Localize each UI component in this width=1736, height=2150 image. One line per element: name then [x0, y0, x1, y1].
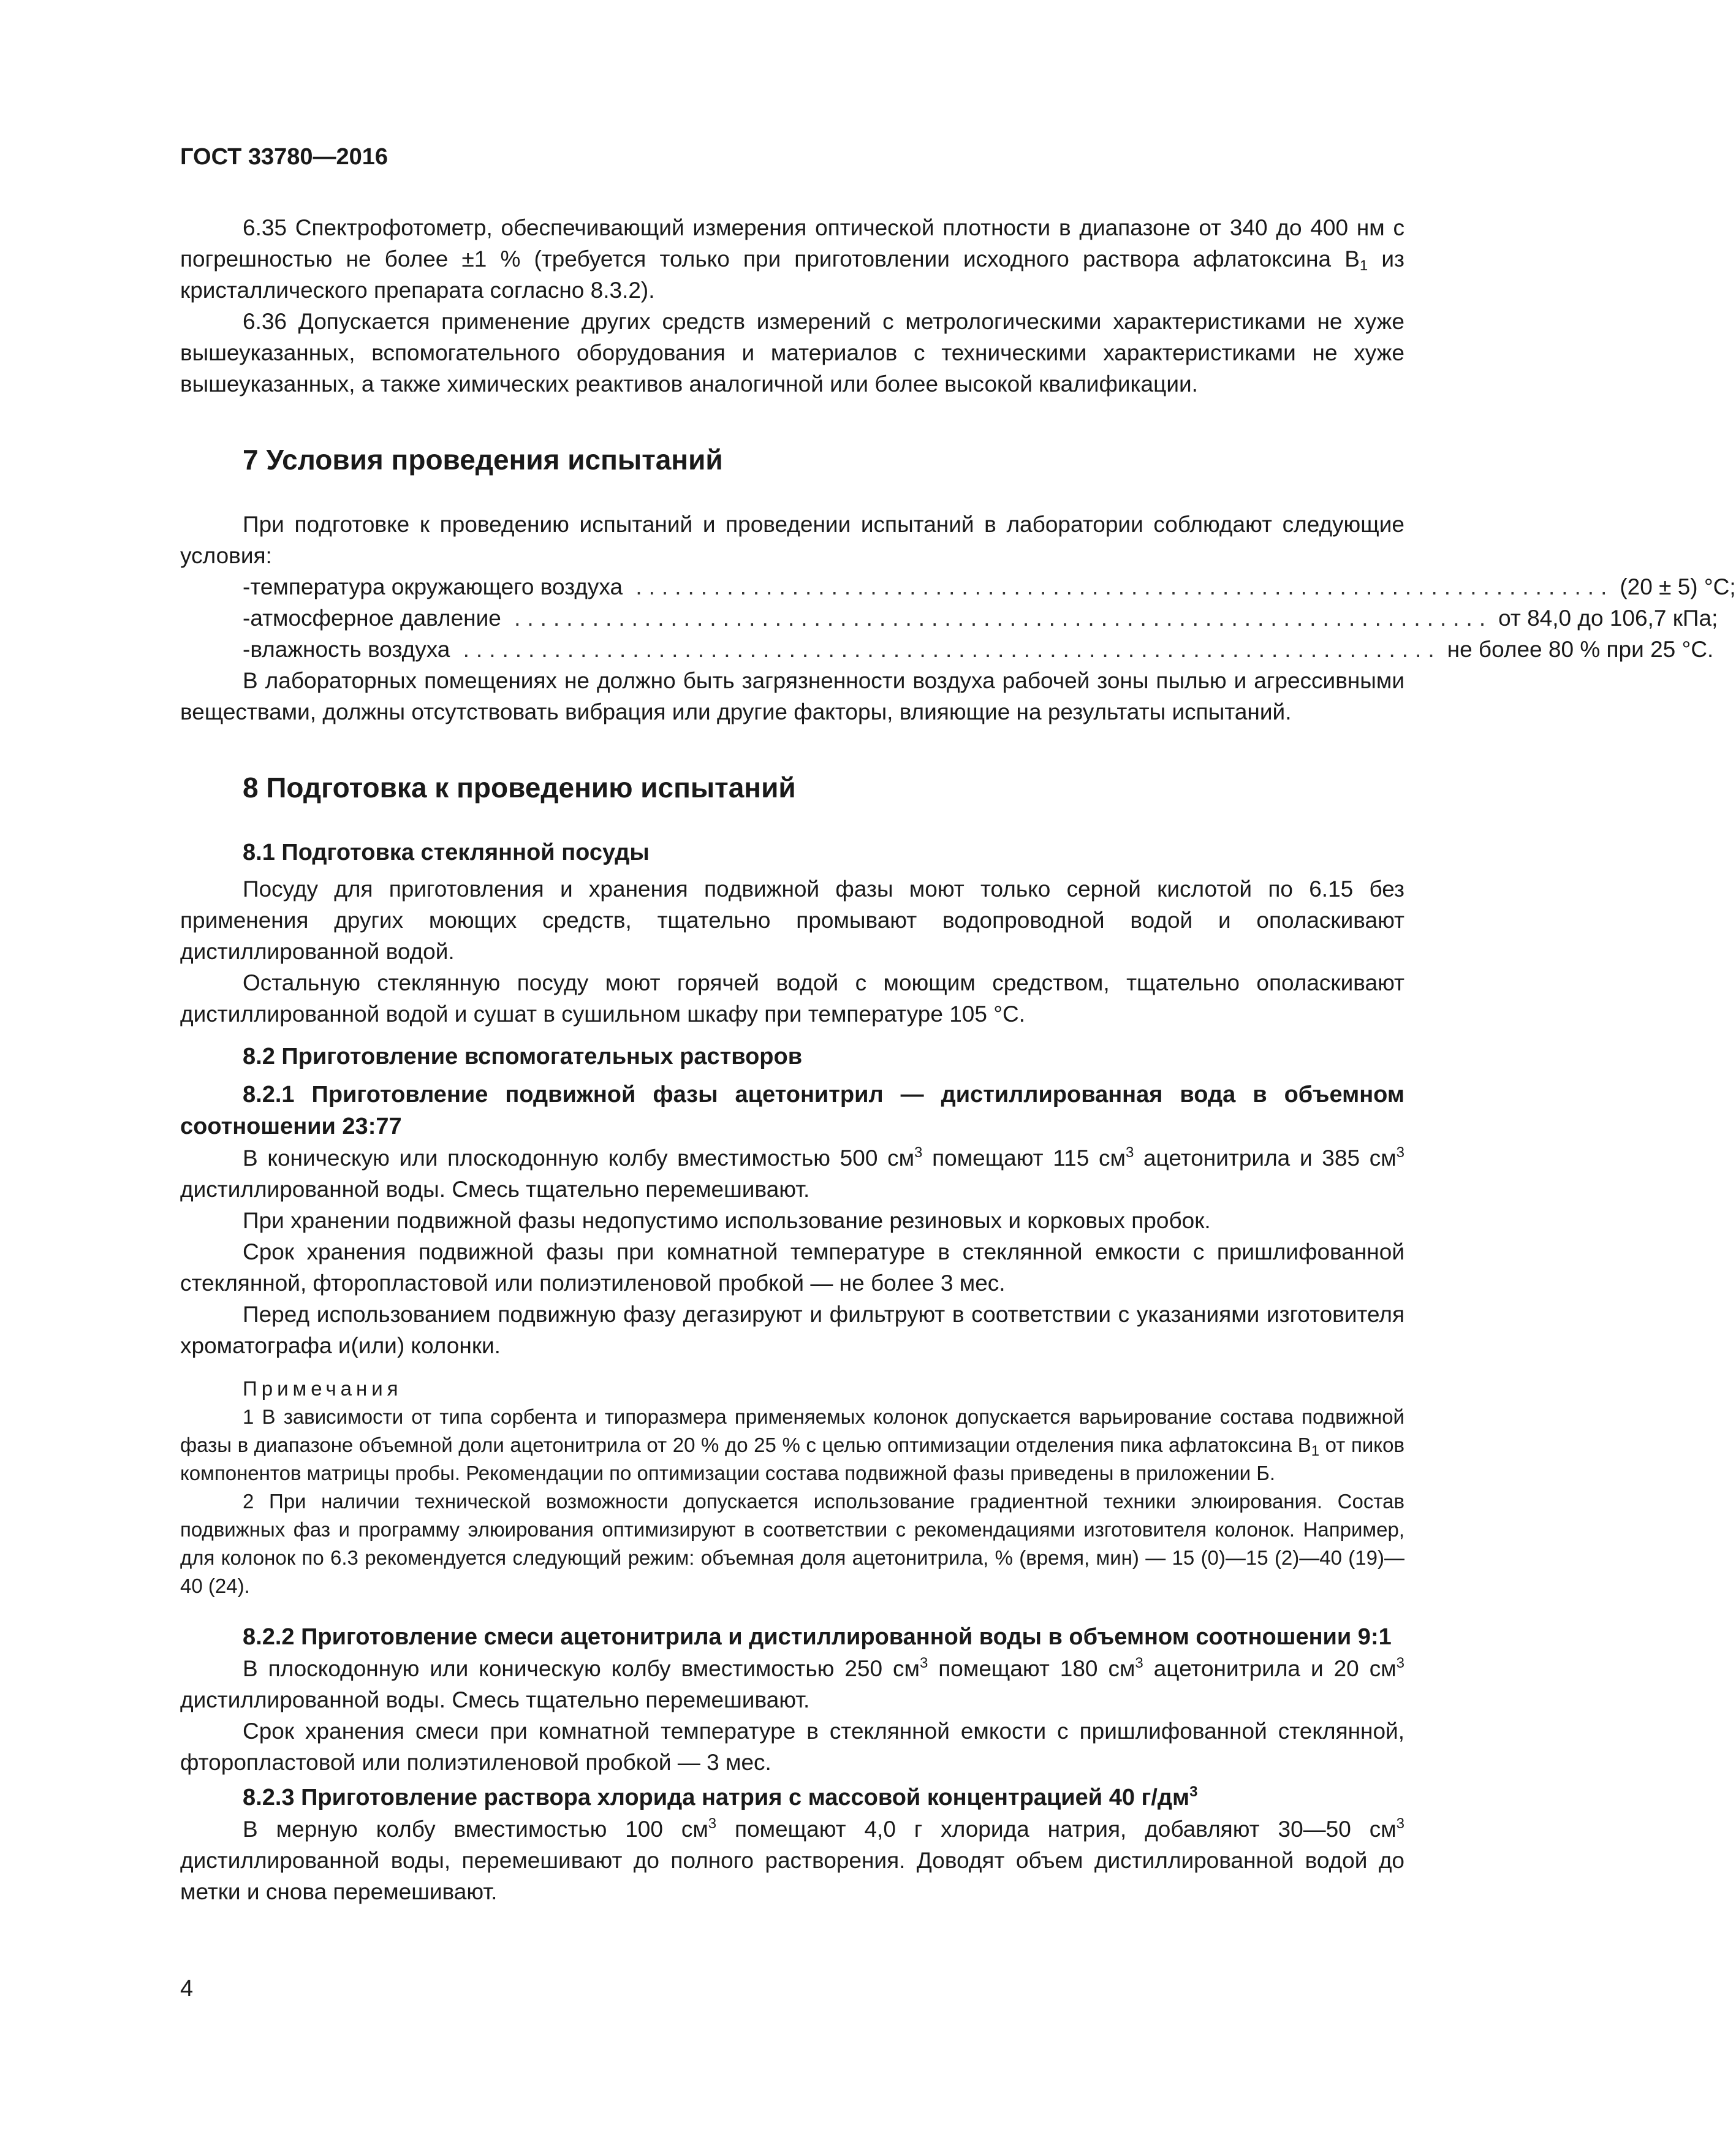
superscript: 3 [1396, 1655, 1404, 1671]
condition-item-temperature [243, 571, 1736, 602]
superscript: 3 [914, 1144, 923, 1161]
section-8-2-1-paragraph: Срок хранения подвижной фазы при комнатной температуре в стеклянной емкости с пришлифованной стеклянной, фторопластовой или полиэтиленовой пробкой — не более 3 мес. [180, 1239, 1404, 1296]
document-header: ГОСТ 33780—2016 [180, 144, 389, 170]
text: 8.2.3 Приготовление раствора хлорида натрия с массовой концентрацией 40 г/дм [243, 1785, 1190, 1810]
condition-label: температура окружающего воздуха [250, 574, 623, 599]
page-number: 4 [180, 1976, 194, 2002]
condition-value: (20 ± 5) °С; [1620, 574, 1736, 599]
text: помещают 4,0 г хлорида натрия, добавляют 30—50 см [716, 1817, 1397, 1842]
condition-label: влажность воздуха [250, 637, 450, 662]
text: помещают 115 см [922, 1145, 1126, 1171]
text: В коническую или плоскодонную колбу вместимостью 500 см [243, 1145, 915, 1171]
superscript: 3 [1135, 1655, 1143, 1671]
text: ацетонитрила и 20 см [1143, 1656, 1397, 1681]
note-1 [180, 1403, 1404, 1487]
superscript: 3 [1396, 1144, 1405, 1161]
section-8-2-3-title [180, 1782, 1404, 1814]
paragraph-6-35 [180, 212, 1404, 306]
paragraph-6-36: 6.36 Допускается применение других средств измерений с метрологическими характеристиками не хуже вышеуказанных, вспомогательного оборудования и материалов с техническими характеристиками не хуже вышеуказанных, а также химических реактивов аналогичной или более высокой квалификации. [180, 309, 1404, 397]
section-8-2-3-paragraph [180, 1814, 1404, 1907]
subscript: 1 [1359, 257, 1368, 274]
condition-label: атмосферное давление [250, 606, 501, 631]
superscript: 3 [1189, 1783, 1198, 1800]
section-8-2-2-title: 8.2.2 Приготовление смеси ацетонитрила и дистиллированной воды в объемном соотношении 9:1 [243, 1624, 1392, 1650]
dot-leader: ........................................................................... [623, 574, 1614, 599]
section-7-note: В лабораторных помещениях не должно быть загрязненности воздуха рабочей зоны пылью и агрессивными веществами, должны отсутствовать вибрация или другие факторы, влияющие на результаты испытаний. [180, 668, 1404, 724]
condition-item-humidity [243, 634, 1714, 665]
text: 6.35 Спектрофотометр, обеспечивающий измерения оптической плотности в диапазоне от 340 до 400 нм с погрешностью не более ±1 % (требуется только при приготовлении исходного раствора афлатоксина В [180, 215, 1404, 272]
list-dash: - [243, 606, 251, 631]
superscript: 3 [1125, 1144, 1134, 1161]
section-8-title: 8 Подготовка к проведению испытаний [243, 772, 796, 803]
section-8-2-1-paragraph: При хранении подвижной фазы недопустимо использование резиновых и корковых пробок. [243, 1208, 1211, 1233]
section-8-2-2-paragraph [180, 1653, 1404, 1715]
text: помещают 180 см [928, 1656, 1135, 1681]
dot-leader: ........................................................................... [450, 637, 1441, 662]
notes-title: Примечания [243, 1377, 403, 1400]
text: от пиков компонентов матрицы пробы. Рекомендации по оптимизации состава подвижной фазы приведены в приложении Б. [180, 1434, 1404, 1484]
text: В плоскодонную или коническую колбу вместимостью 250 см [243, 1656, 920, 1681]
section-8-2-2-paragraph: Срок хранения смеси при комнатной температуре в стеклянной емкости с пришлифованной стеклянной, фторопластовой или полиэтиленовой пробкой — 3 мес. [180, 1719, 1404, 1775]
subscript: 1 [1311, 1443, 1320, 1459]
notes-block [180, 1375, 1404, 1600]
section-8-2-1-paragraph: Перед использованием подвижную фазу дегазируют и фильтруют в соответствии с указаниями изготовителя хроматографа и(или) колонки. [180, 1302, 1404, 1358]
superscript: 3 [919, 1655, 928, 1671]
condition-value: от 84,0 до 106,7 кПа; [1498, 606, 1718, 631]
superscript: 3 [708, 1815, 717, 1832]
section-7-title: 7 Условия проведения испытаний [243, 444, 723, 476]
condition-value: не более 80 % при 25 °С. [1447, 637, 1714, 662]
section-8-2-title: 8.2 Приготовление вспомогательных растворов [243, 1044, 803, 1069]
list-dash: - [243, 574, 251, 599]
section-7-intro: При подготовке к проведению испытаний и проведении испытаний в лаборатории соблюдают следующие условия: [180, 512, 1404, 568]
page-content [180, 141, 1736, 1907]
text: В мерную колбу вместимостью 100 см [243, 1817, 708, 1842]
text: 1 В зависимости от типа сорбента и типоразмера применяемых колонок допускается варьирование состава подвижной фазы в диапазоне объемной доли ацетонитрила от 20 % до 25 % с целью оптимизации отделения пика афлатоксина В [180, 1405, 1404, 1456]
section-8-1-title: 8.1 Подготовка стеклянной посуды [243, 840, 650, 865]
text: дистиллированной воды, перемешивают до полного растворения. Доводят объем дистиллированной водой до метки и снова перемешивают. [180, 1848, 1404, 1904]
condition-item-pressure [243, 602, 1718, 634]
section-8-1-paragraph: Посуду для приготовления и хранения подвижной фазы моют только серной кислотой по 6.15 без применения других моющих средств, тщательно промывают водопроводной водой и ополаскивают дистиллированной водой. [180, 876, 1404, 964]
section-8-2-1-paragraph [180, 1142, 1404, 1205]
section-8-2-1-title: 8.2.1 Приготовление подвижной фазы ацетонитрил — дистиллированная вода в объемном соотношении 23:77 [180, 1082, 1404, 1139]
dot-leader: ........................................................................... [501, 606, 1493, 631]
note-2: 2 При наличии технической возможности допускается использование градиентной техники элюирования. Состав подвижных фаз и программу элюирования оптимизируют в соответствии с рекомендациями изготовителя колонок. Например, для колонок по 6.3 рекомендуется следующий режим: объемная доля ацетонитрила, % (время, мин) — 15 (0)—15 (2)—40 (19)—40 (24). [180, 1490, 1404, 1597]
text: дистиллированной воды. Смесь тщательно перемешивают. [180, 1687, 810, 1712]
text: дистиллированной воды. Смесь тщательно перемешивают. [180, 1177, 810, 1202]
text: ацетонитрила и 385 см [1134, 1145, 1397, 1171]
superscript: 3 [1396, 1815, 1404, 1832]
text: из кристаллического препарата согласно 8.3.2). [180, 246, 1404, 303]
list-dash: - [243, 637, 251, 662]
section-8-1-paragraph: Остальную стеклянную посуду моют горячей водой с моющим средством, тщательно ополаскивают дистиллированной водой и сушат в сушильном шкафу при температуре 105 °С. [180, 970, 1404, 1027]
